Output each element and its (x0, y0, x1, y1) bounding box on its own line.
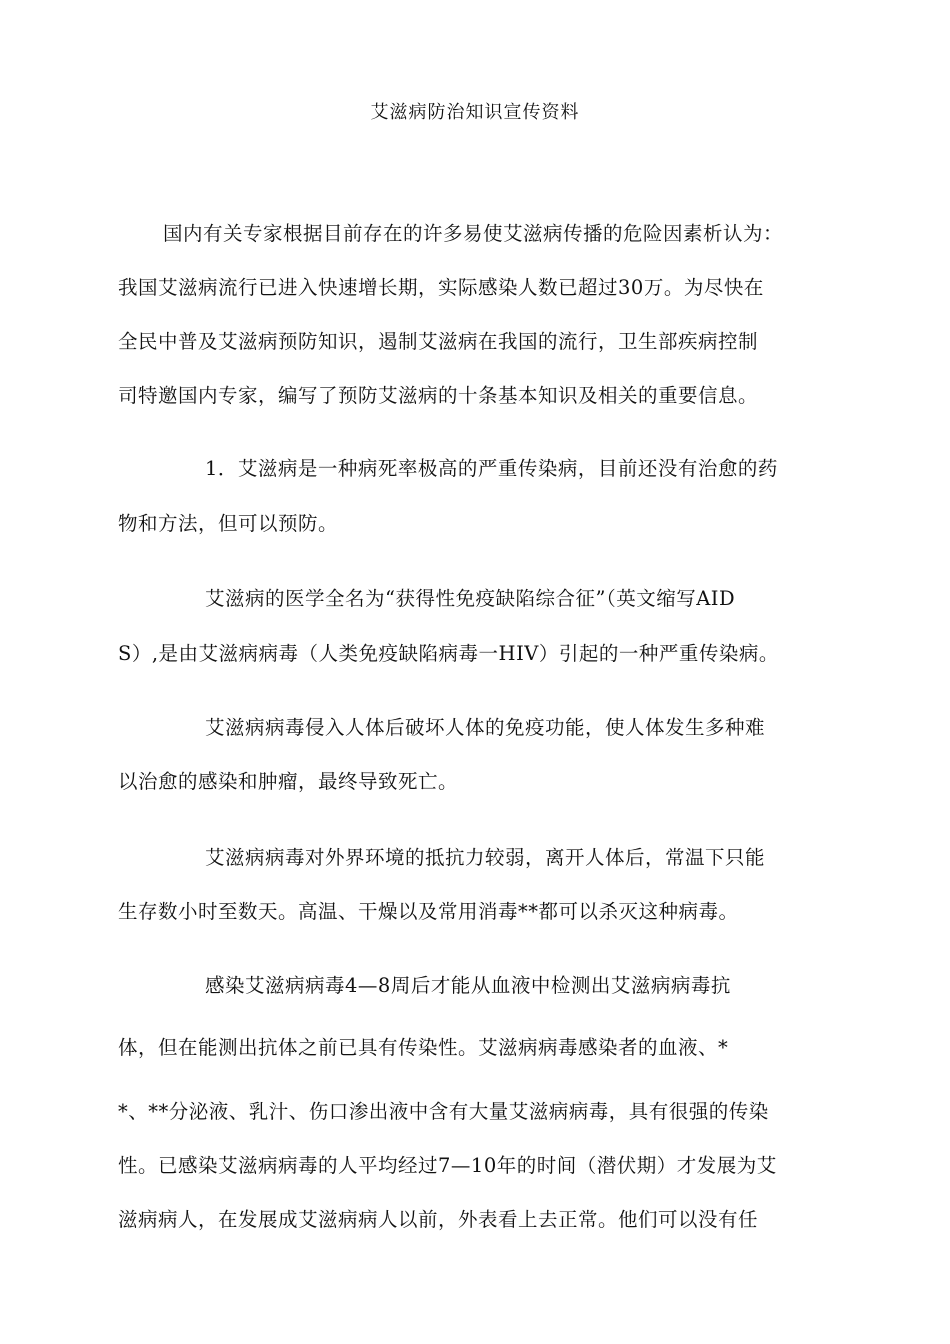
text-line-14: 体，但在能测出抗体之前已具有传染性。艾滋病病毒感染者的血液、* (118, 1036, 729, 1059)
text-line-10: 以治愈的感染和肿瘤，最终导致死亡。 (118, 770, 459, 793)
text-line-5: 1．艾滋病是一种病死率极高的严重传染病，目前还没有治愈的药 (205, 457, 778, 480)
text-line-6: 物和方法，但可以预防。 (118, 512, 339, 535)
text-line-15: *、**分泌液、乳汁、伤口渗出液中含有大量艾滋病病毒，具有很强的传染 (118, 1100, 769, 1123)
text-line-16: 性。已感染艾滋病病毒的人平均经过7—10年的时间（潜伏期）才发展为艾 (118, 1154, 777, 1177)
text-line-8: S）,是由艾滋病病毒（人类免疫缺陷病毒一HIV）引起的一种严重传染病。 (118, 642, 779, 665)
text-line-11: 艾滋病病毒对外界环境的抵抗力较弱，离开人体后，常温下只能 (205, 846, 766, 869)
text-line-12: 生存数小时至数天。高温、干燥以及常用消毒**都可以杀灭这种病毒。 (118, 900, 739, 923)
text-line-1: 国内有关专家根据目前存在的许多易使艾滋病传播的危险因素析认为： (163, 222, 784, 245)
text-line-4: 司特邀国内专家，编写了预防艾滋病的十条基本知识及相关的重要信息。 (118, 384, 759, 407)
text-line-3: 全民中普及艾滋病预防知识，遏制艾滋病在我国的流行，卫生部疾病控制 (118, 330, 759, 353)
text-line-7: 艾滋病的医学全名为“获得性免疫缺陷综合征”（英文缩写AID (205, 587, 736, 610)
text-line-13: 感染艾滋病病毒4—8周后才能从血液中检测出艾滋病病毒抗 (205, 974, 731, 997)
text-line-2: 我国艾滋病流行已进入快速增长期，实际感染人数已超过30万。为尽快在 (118, 276, 764, 299)
text-line-9: 艾滋病病毒侵入人体后破坏人体的免疫功能，使人体发生多种难 (205, 716, 766, 739)
text-line-17: 滋病病人，在发展成艾滋病病人以前，外表看上去正常。他们可以没有任 (118, 1208, 759, 1231)
document-title: 艾滋病防治知识宣传资料 (370, 102, 580, 123)
